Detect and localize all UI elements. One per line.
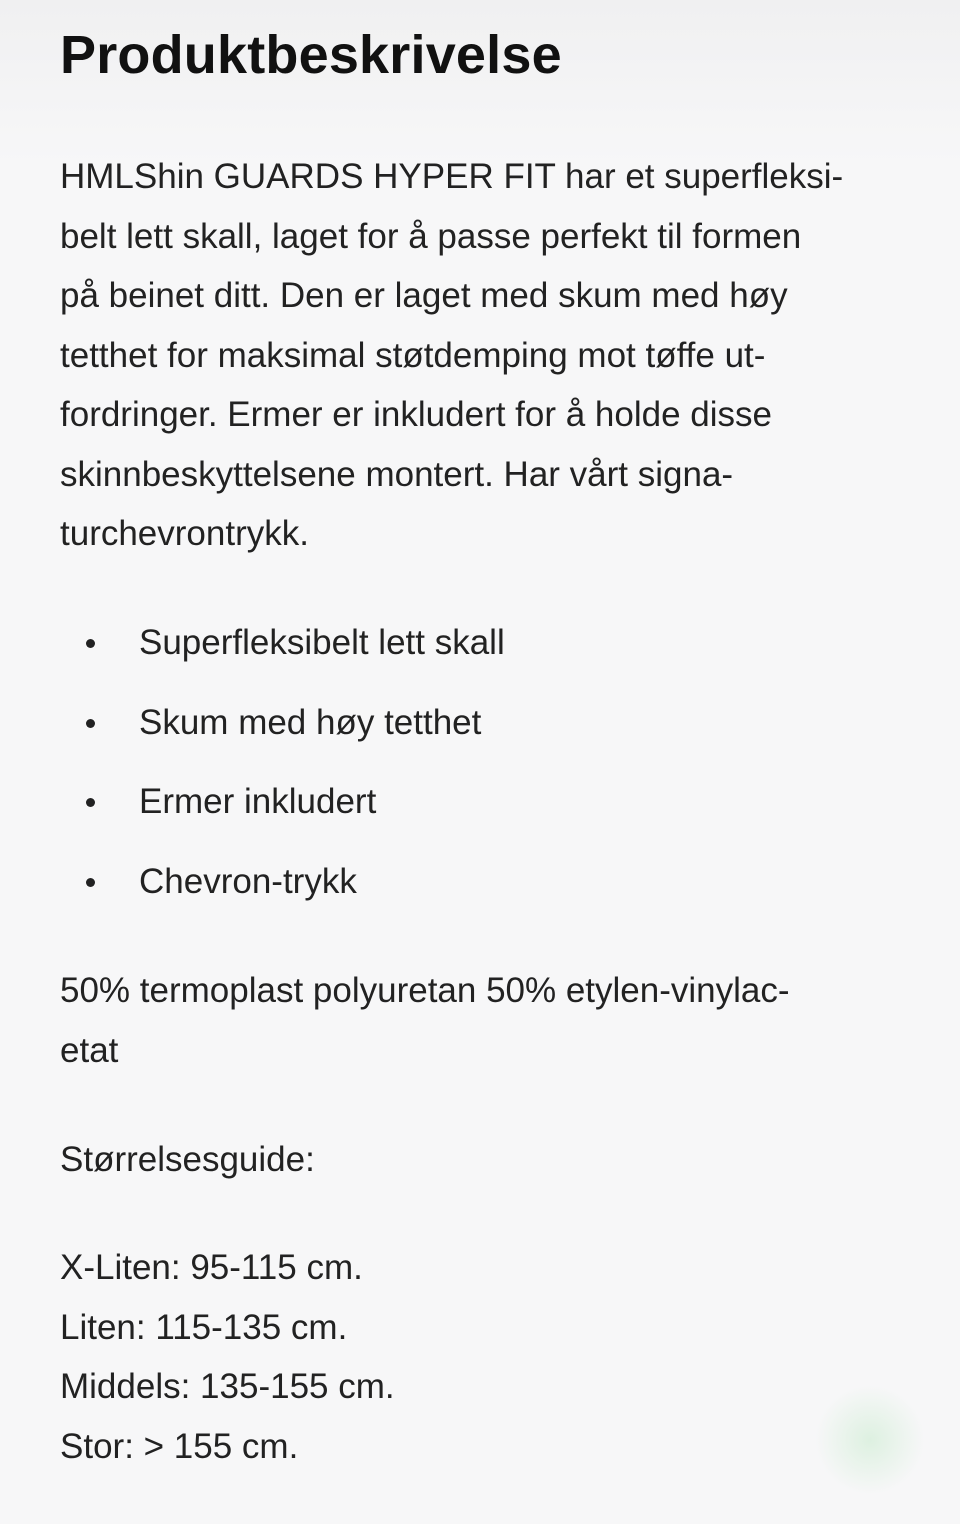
description-line: skinnbeskyttelsene montert. Har vårt signa- [60,454,734,494]
description-line: tetthet for maksimal støtdemping mot tøffe ut- [60,335,766,375]
description-line: turchevrontrykk. [60,514,309,553]
list-item [60,613,505,693]
size-guide-list [60,1238,395,1476]
list-item [60,852,505,932]
bullet-icon [86,639,95,648]
bullet-icon [86,719,95,728]
size-row: Liten: 115-135 cm. [60,1307,348,1347]
list-item [60,693,505,773]
material-line: 50% termoplast polyuretan 50% etylen-vinylac- [60,971,790,1010]
description-paragraph [60,147,920,564]
material-composition [60,961,790,1080]
size-guide-heading: Størrelsesguide: [60,1140,315,1179]
feature-text: Ermer inkludert [139,782,377,821]
feature-text: Skum med høy tetthet [139,702,482,742]
bullet-icon [86,878,95,887]
chat-bubble-icon[interactable] [815,1385,925,1495]
list-item [60,772,505,852]
description-line: fordringer. Ermer er inkludert for å holde disse [60,395,772,434]
description-line: på beinet ditt. Den er laget med skum med høy [60,276,788,315]
feature-list [60,613,505,931]
material-line: etat [60,1030,119,1070]
bullet-icon [86,798,95,807]
description-line: belt lett skall, laget for å passe perfekt til formen [60,216,802,256]
page-title: Produktbeskrivelse [60,25,562,85]
size-row: Middels: 135-155 cm. [60,1367,395,1406]
feature-text: Superfleksibelt lett skall [139,623,505,662]
size-row: X-Liten: 95-115 cm. [60,1248,363,1287]
description-line: HMLShin GUARDS HYPER FIT har et superfleksi- [60,157,844,196]
feature-text: Chevron-trykk [139,861,357,901]
size-row: Stor: > 155 cm. [60,1426,299,1466]
